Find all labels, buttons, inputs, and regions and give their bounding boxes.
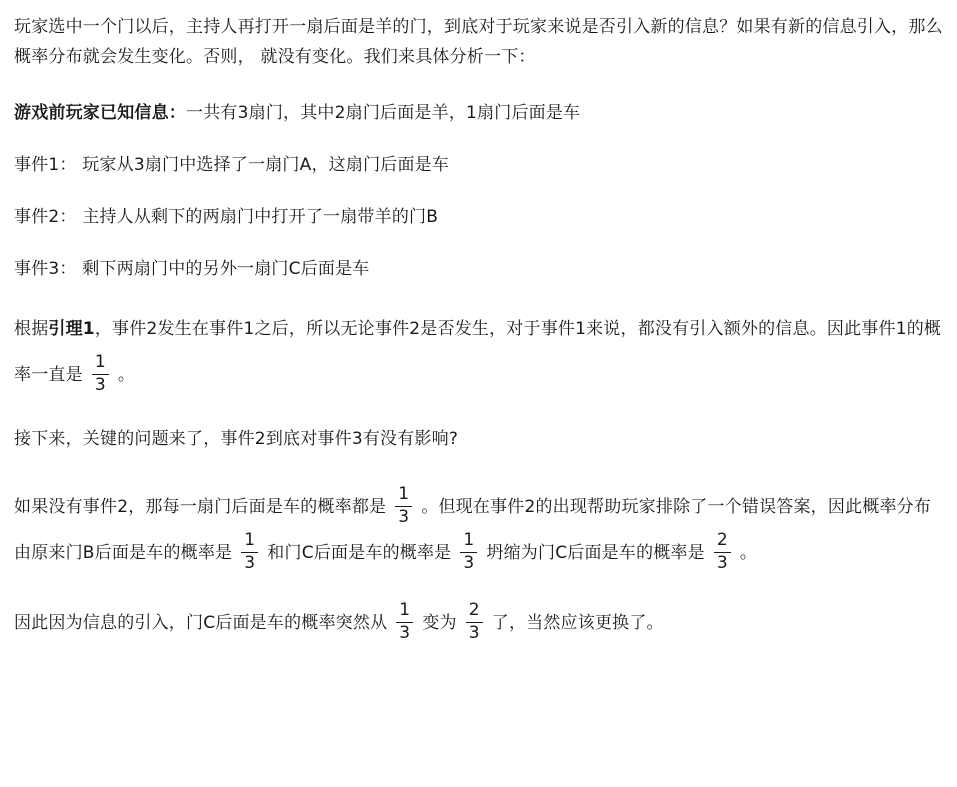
analysis-segment-2: 。但现在事件2的出现帮助玩家排除了一个错误答案，因此概率分布由原来门B后面是车的概率是 <box>14 497 932 563</box>
conclusion-segment-3: 了，当然应该更换了。 <box>491 613 664 633</box>
fraction-numerator: 1 <box>463 529 475 550</box>
conclusion-segment-2: 变为 <box>422 613 457 633</box>
fraction-one-third <box>92 351 109 395</box>
conclusion-segment-1: 因此因为信息的引入，门C后面是车的概率突然从 <box>14 613 388 633</box>
key-question-paragraph: 接下来，关键的问题来了，事件2到底对事件3有没有影响? <box>14 429 459 449</box>
lemma-suffix: 。 <box>117 365 136 385</box>
lemma-paragraph <box>14 306 943 398</box>
fraction-one-third-d <box>396 599 413 643</box>
lemma-reference: 引理1 <box>48 319 95 339</box>
fraction-one-third-b <box>241 529 258 573</box>
analysis-segment-3: 和门C后面是车的概率是 <box>267 543 452 563</box>
fraction-two-thirds-b <box>466 599 483 643</box>
fraction-numerator: 1 <box>398 483 410 504</box>
fraction-numerator: 1 <box>399 599 411 620</box>
known-info-paragraph <box>14 98 943 128</box>
fraction-numerator: 2 <box>468 599 480 620</box>
known-info-label: 游戏前玩家已知信息： <box>14 103 186 123</box>
fraction-numerator: 2 <box>716 529 728 550</box>
lemma-prefix: 根据 <box>14 319 49 339</box>
intro-paragraph: 玩家选中一个门以后，主持人再打开一扇后面是羊的门，到底对于玩家来说是否引入新的信息？如果有新的信息引入，那么概率分布就会发生变化。否则， 就没有变化。我们来具体分析一下： <box>14 17 943 67</box>
fraction-numerator: 1 <box>244 529 256 550</box>
known-info-text: 一共有3扇门，其中2扇门后面是羊，1扇门后面是车 <box>186 103 581 123</box>
fraction-denominator: 3 <box>244 552 256 573</box>
fraction-denominator: 3 <box>716 552 728 573</box>
fraction-denominator: 3 <box>398 506 410 527</box>
fraction-two-thirds-a <box>714 529 731 573</box>
conclusion-paragraph <box>14 600 943 646</box>
analysis-segment-5: 。 <box>739 543 758 563</box>
event-3-paragraph: 事件3： 剩下两扇门中的另外一扇门C后面是车 <box>14 259 370 279</box>
fraction-denominator: 3 <box>468 622 480 643</box>
analysis-segment-4: 坍缩为门C后面是车的概率是 <box>486 543 705 563</box>
fraction-denominator: 3 <box>463 552 475 573</box>
fraction-denominator: 3 <box>94 374 106 395</box>
fraction-one-third-a <box>395 483 412 527</box>
fraction-numerator: 1 <box>94 351 106 372</box>
event-1-paragraph: 事件1： 玩家从3扇门中选择了一扇门A，这扇门后面是车 <box>14 155 450 175</box>
lemma-middle: ，事件2发生在事件1之后，所以无论事件2是否发生，对于事件1来说，都没有引入额外的信息。因此事件1的概率一直是 <box>14 319 942 385</box>
fraction-one-third-c <box>460 529 477 573</box>
event-2-paragraph: 事件2： 主持人从剩下的两扇门中打开了一扇带羊的门B <box>14 207 439 227</box>
analysis-paragraph <box>14 484 943 576</box>
fraction-denominator: 3 <box>399 622 411 643</box>
analysis-segment-1: 如果没有事件2，那每一扇门后面是车的概率都是 <box>14 497 387 517</box>
